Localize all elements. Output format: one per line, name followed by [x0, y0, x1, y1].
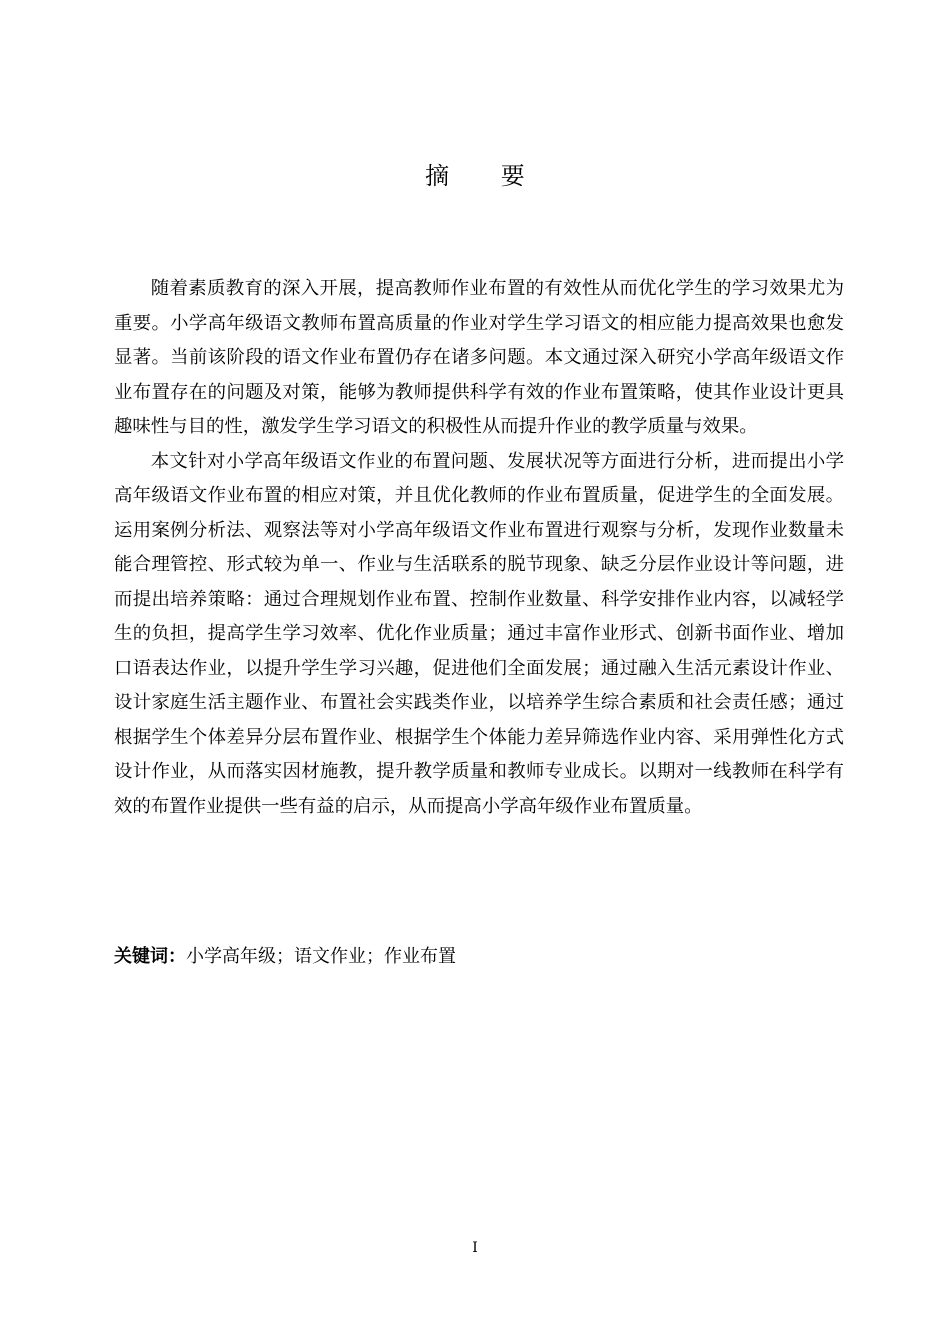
abstract-title: 摘 要: [425, 162, 547, 190]
keywords-line: [114, 940, 844, 974]
page-number: I: [472, 1240, 478, 1256]
abstract-paragraph-2: 本文针对小学高年级语文作业的布置问题、发展状况等方面进行分析，进而提出小学高年级语文作业布置的相应对策，并且优化教师的作业布置质量，促进学生的全面发展。运用案例分析法、观察法等对小学高年级语文作业布置进行观察与分析，发现作业数量未能合理管控、形式较为单一、作业与生活联系的脱节现象、缺乏分层作业设计等问题，进而提出培养策略：通过合理规划作业布置、控制作业数量、科学安排作业内容，以减轻学生的负担，提高学生学习效率、优化作业质量；通过丰富作业形式、创新书面作业、增加口语表达作业，以提升学生学习兴趣，促进他们全面发展；通过融入生活元素设计作业、设计家庭生活主题作业、布置社会实践类作业，以培养学生综合素质和社会责任感；通过根据学生个体差异分层布置作业、根据学生个体能力差异筛选作业内容、采用弹性化方式设计作业，从而落实因材施教，提升教学质量和教师专业成长。以期对一线教师在科学有效的布置作业提供一些有益的启示，从而提高小学高年级作业布置质量。: [114, 450, 844, 817]
keywords-label: 关键词：: [114, 946, 186, 967]
abstract-paragraph-1: 随着素质教育的深入开展，提高教师作业布置的有效性从而优化学生的学习效果尤为重要。小学高年级语文教师布置高质量的作业对学生学习语文的相应能力提高效果也愈发显著。当前该阶段的语文作业布置仍存在诸多问题。本文通过深入研究小学高年级语文作业布置存在的问题及对策，能够为教师提供科学有效的作业布置策略，使其作业设计更具趣味性与目的性，激发学生学习语文的积极性从而提升作业的教学质量与效果。: [114, 278, 844, 437]
abstract-body: [114, 272, 844, 824]
keywords-value: 小学高年级；语文作业；作业布置: [186, 946, 456, 967]
